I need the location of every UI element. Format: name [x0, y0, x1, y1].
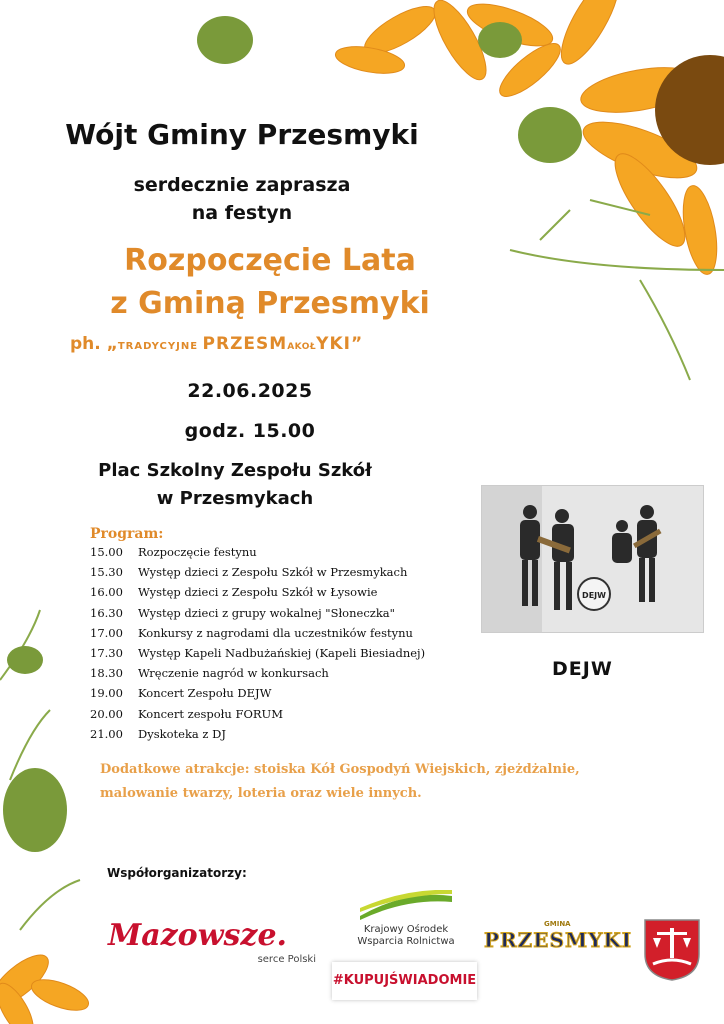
extra-line-1: Dodatkowe atrakcje: stoiska Kół Gospodyń Wiejskich, zjeżdżalnie, — [100, 762, 580, 777]
program-time: 20.00 — [90, 706, 123, 721]
event-date: 22.06.2025 — [187, 380, 313, 402]
program-time: 19.00 — [90, 686, 123, 701]
program-desc: Konkursy z nagrodami dla uczestników festynu — [138, 625, 413, 640]
event-name-line-1: Rozpoczęcie Lata — [124, 243, 416, 278]
venue-line-1: Plac Szkolny Zespołu Szkół — [98, 460, 372, 481]
mazowsze-wordmark: Mazowsze. — [108, 918, 287, 953]
gmina-wordmark: PRZESMYKI — [484, 928, 633, 952]
program-time: 15.00 — [90, 545, 123, 559]
event-time: godz. 15.00 — [184, 420, 316, 442]
program-item — [90, 626, 425, 646]
program-item — [90, 686, 425, 706]
coat-of-arms-icon — [643, 918, 701, 982]
kowr-line-1: Krajowy Ośrodek — [363, 924, 449, 935]
program-desc: Występ dzieci z Zespołu Szkół w Łysowie — [138, 585, 378, 600]
program-time: 21.00 — [90, 726, 123, 741]
program-desc: Dyskoteka z DJ — [138, 726, 226, 741]
program-desc: Występ Kapeli Nadbużańskiej (Kapeli Biesiadnej) — [138, 645, 426, 660]
program-item — [90, 585, 425, 605]
program-time: 17.30 — [90, 645, 123, 660]
program-time: 17.00 — [90, 625, 123, 640]
program-time: 16.00 — [90, 585, 123, 600]
program-desc: Koncert Zespołu DEJW — [138, 686, 272, 701]
program-item — [90, 545, 425, 565]
invite-line-2: na festyn — [191, 202, 293, 224]
band-photo — [481, 485, 704, 633]
program-time: 18.30 — [90, 666, 123, 681]
kowr-field-icon — [358, 890, 454, 920]
event-motto — [70, 334, 362, 354]
program-item — [90, 707, 425, 727]
program-item — [90, 727, 425, 747]
mazowsze-logo — [108, 918, 326, 965]
band-caption: DEJW — [552, 658, 613, 680]
page-title: Wójt Gminy Przesmyki — [65, 118, 419, 151]
program-heading: Program: — [90, 526, 164, 542]
drum-logo-text: DEJW — [582, 591, 606, 600]
invite-line-1: serdecznie zaprasza — [133, 174, 351, 196]
motto-suffix: ” — [350, 334, 363, 354]
extra-attractions — [100, 758, 620, 806]
kowr-logo — [352, 890, 460, 948]
event-name-line-2: z Gminą Przesmyki — [110, 286, 430, 321]
venue-line-2: w Przesmykach — [156, 488, 314, 509]
program-desc: Wręczenie nagród w konkursach — [138, 666, 329, 681]
program-list — [90, 545, 425, 747]
program-desc: Koncert zespołu FORUM — [138, 706, 284, 721]
extra-line-2: malowanie twarzy, loteria oraz wiele innych. — [100, 786, 422, 801]
program-desc: Rozpoczęcie festynu — [138, 545, 257, 559]
kupuj-swiadomie-badge: #KUPUJŚWIADOMIE — [332, 962, 477, 1000]
motto-prefix: ph. „ — [70, 334, 118, 354]
band-photo-illustration — [482, 486, 703, 632]
program-item — [90, 646, 425, 666]
gmina-przesmyki-logo — [484, 920, 633, 978]
kowr-line-2: Wsparcia Rolnictwa — [357, 936, 455, 947]
gmina-label: GMINA — [544, 920, 571, 928]
program-item — [90, 666, 425, 686]
program-time: 16.30 — [90, 605, 123, 620]
motto-part-4: YKI — [316, 334, 351, 354]
motto-part-1: TRADYCYJNE — [117, 341, 203, 352]
program-item — [90, 606, 425, 626]
program-time: 15.30 — [90, 565, 123, 580]
coorganizers-heading: Współorganizatorzy: — [107, 866, 247, 880]
motto-part-3: AKOŁ — [287, 342, 317, 352]
motto-part-2: PRZESM — [202, 334, 288, 354]
program-desc: Występ dzieci z grupy wokalnej "Słoneczka" — [138, 605, 395, 620]
program-desc: Występ dzieci z Zespołu Szkół w Przesmykach — [138, 565, 408, 580]
mazowsze-tagline: serce Polski — [257, 954, 316, 965]
program-item — [90, 565, 425, 585]
